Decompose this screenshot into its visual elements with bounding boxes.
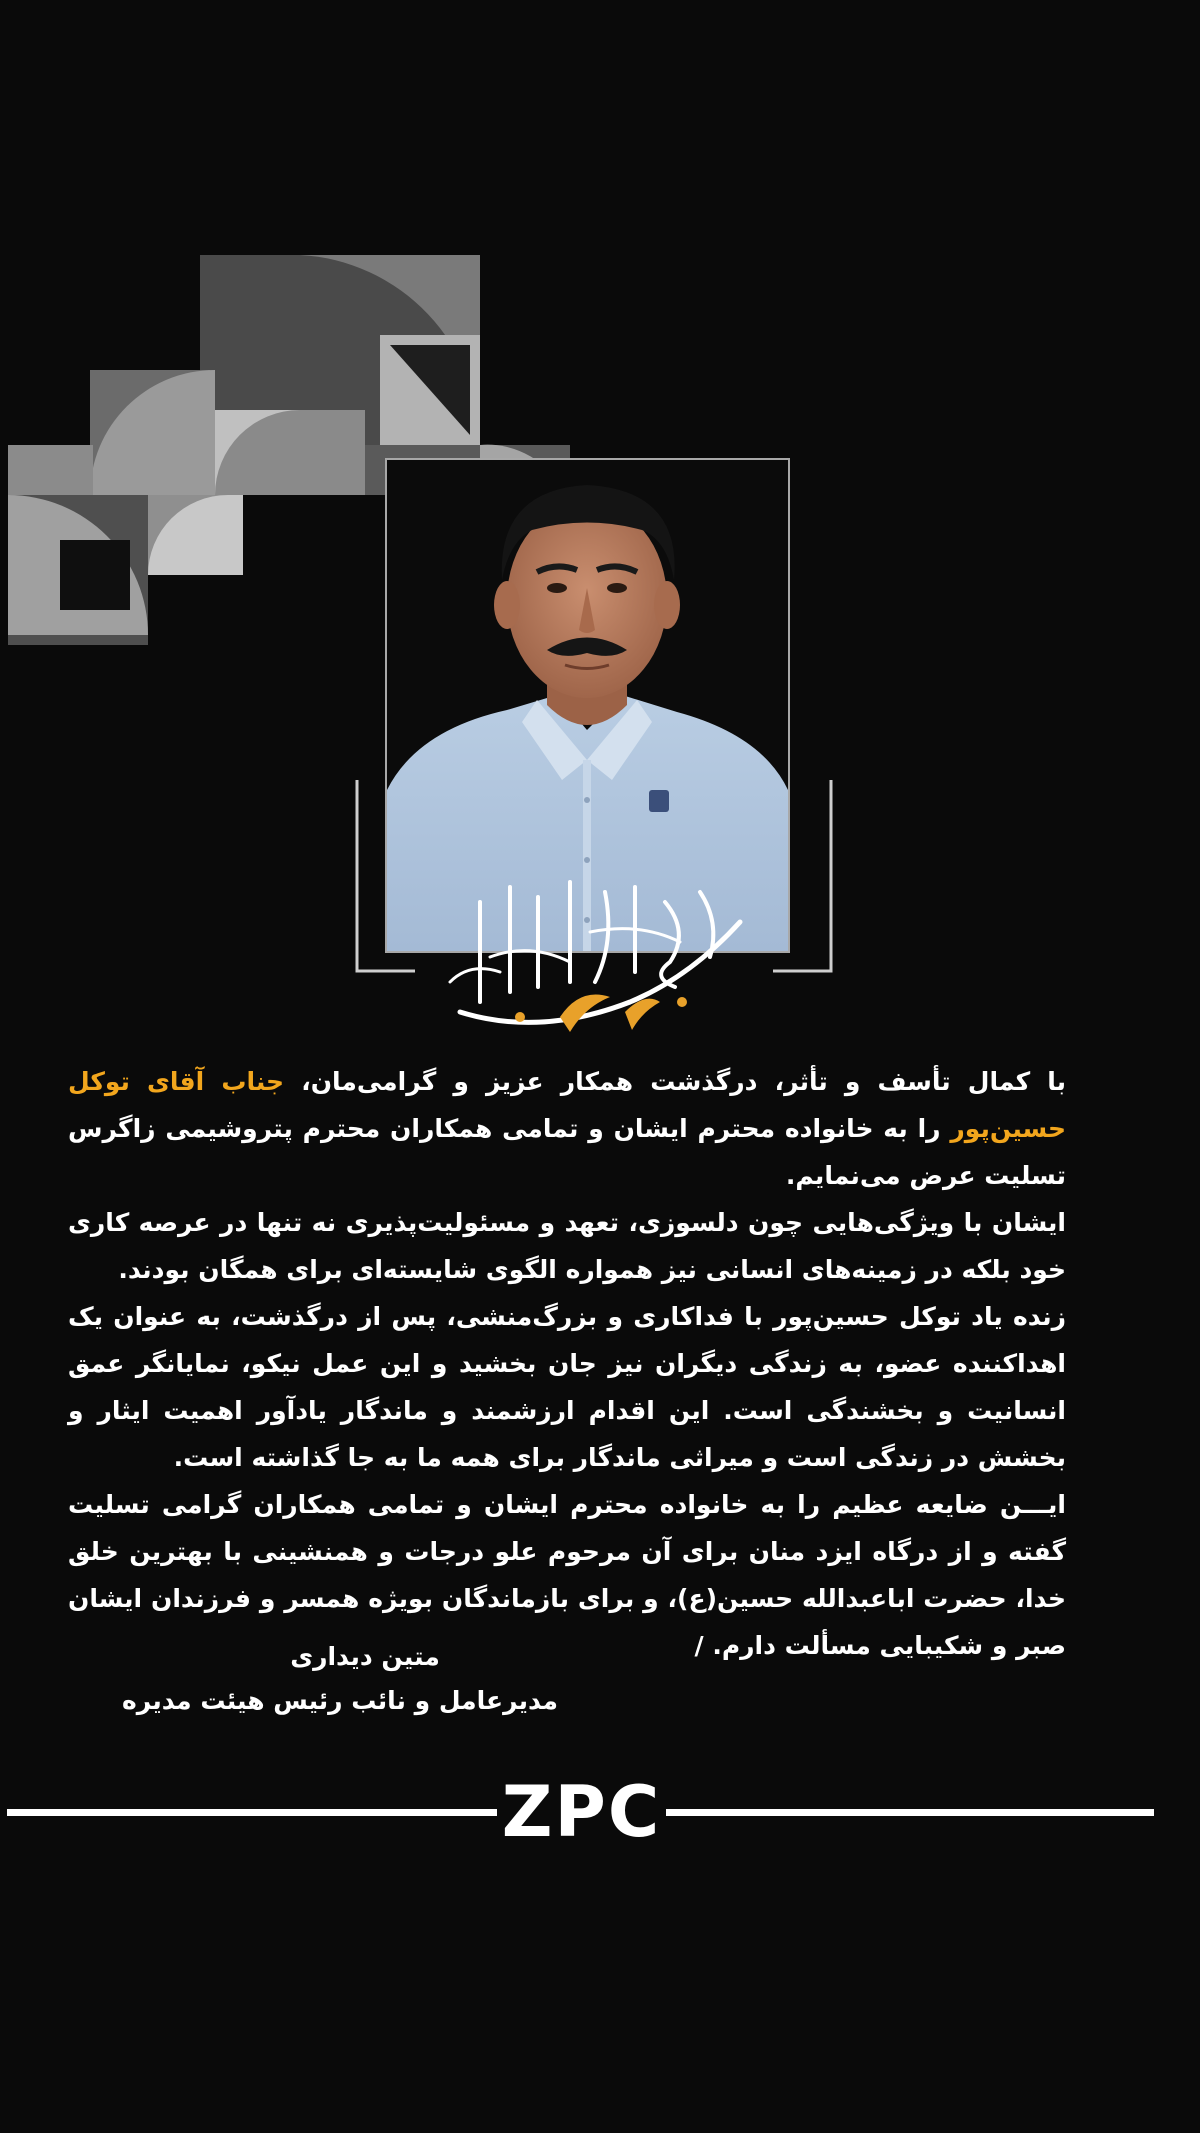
condolence-message [68,1058,1066,1669]
footer-divider-right [666,1809,1154,1816]
calligraphy-emblem [420,862,780,1042]
paragraph-4: ایـــن ضایعه عظیم را به خانواده محترم ایشان و تمامی همکاران گرامی تسلیت گفته و از درگاه ایزد منان برای آن مرحوم علو درجات و همنشینی با بهترین خلق خدا، حضرت اباعبدالله حسین(ع)، و برای بازماندگان بویژه همسر و فرزندان ایشان صبر و شکیبایی مسألت دارم. / [68,1490,1066,1660]
deceased-name: جناب آقای توکل حسین‌پور [68,1067,1066,1143]
calligraphy-text: انا لله و انا الیه راجعون [420,862,430,863]
paragraph-1 [68,1058,1066,1199]
signer-name: متین دیداری [290,1642,440,1671]
footer-divider-left [7,1809,497,1816]
signer-title: مدیرعامل و نائب رئیس هیئت مدیره [122,1686,558,1715]
paragraph-1-start: با کمال تأسف و تأثر، درگذشت همکار عزیز و گرامی‌مان، [284,1067,1066,1096]
calligraphy-icon [420,862,780,1042]
paragraph-1-end: را به خانواده محترم ایشان و تمامی همکاران محترم پتروشیمی زاگرس تسلیت عرض می‌نمایم. [68,1114,1066,1190]
paragraph-3: زنده یاد توکل حسین‌پور با فداکاری و بزرگ‌منشی، پس از درگذشت، به عنوان یک اهداکننده عضو، به زندگی دیگران نیز جان بخشید و این عمل نیکو، نمایانگر عمق انسانیت و بخشندگی است. این اقدام ارزشمند و ماندگار یادآور اهمیت ایثار و بخشش در زندگی است و میراثی ماندگار برای همه ما به جا گذاشته است. [68,1302,1066,1472]
company-logo: ZPC [501,1771,662,1853]
paragraph-2: ایشان با ویژگی‌هایی چون دلسوزی، تعهد و مسئولیت‌پذیری نه تنها در عرصه کاری خود بلکه در زمینه‌های انسانی نیز همواره الگوی شایسته‌ای برای همگان بودند. [68,1208,1066,1284]
